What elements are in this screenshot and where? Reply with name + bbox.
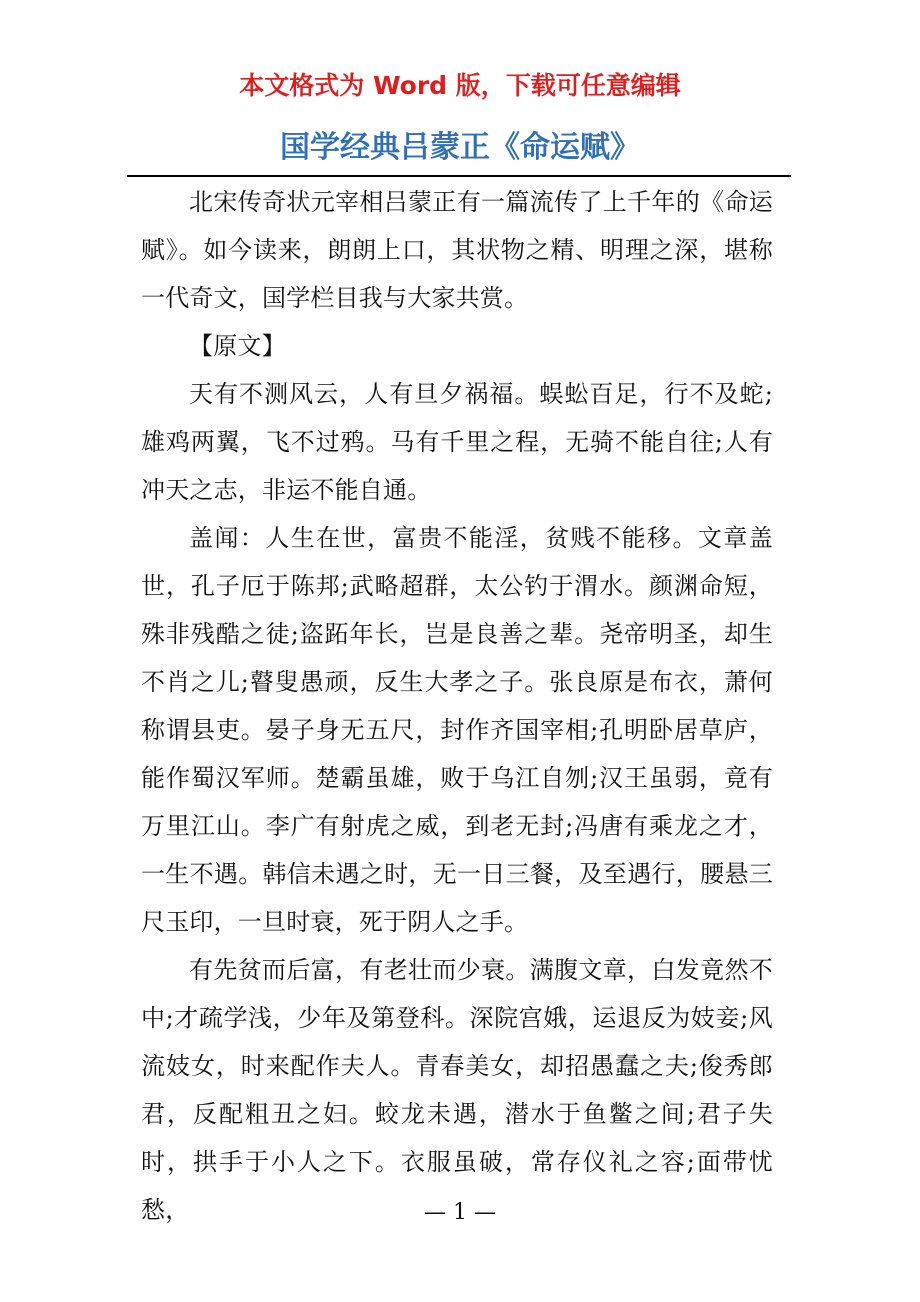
document-title: 国学经典吕蒙正《命运赋》	[280, 130, 640, 165]
page-number: — 1 —	[424, 1200, 496, 1225]
section-heading-original: 【原文】	[189, 332, 286, 360]
paragraph-intro: 北宋传奇状元宰相吕蒙正有一篇流传了上千年的《命运赋》。如今读来，朗朗上口，其状物之精、明理之深，堪称一代奇文，国学栏目我与大家共赏。	[141, 188, 773, 312]
paragraph: 有先贫而后富，有老壮而少衰。满腹文章，白发竟然不中;才疏学浅，少年及第登科。深院宫娥，运退反为妓妾;风流妓女，时来配作夫人。青春美女，却招愚蠢之夫;俊秀郎君，反配粗丑之妇。蛟龙未遇，潜水于鱼鳖之间;君子失时，拱手于小人之下。衣服虽破，常存仪礼之容;面带忧愁，	[141, 956, 773, 1224]
format-notice: 本文格式为 Word 版，下载可任意编辑	[239, 71, 681, 100]
paragraph: 天有不测风云，人有旦夕祸福。蜈蚣百足，行不及蛇;雄鸡两翼，飞不过鸦。马有千里之程，无骑不能自往;人有冲天之志，非运不能自通。	[141, 380, 773, 504]
header-divider	[127, 175, 791, 177]
paragraph: 盖闻：人生在世，富贵不能淫，贫贱不能移。文章盖世，孔子厄于陈邦;武略超群，太公钓于渭水。颜渊命短，殊非残酷之徒;盗跖年长，岂是良善之辈。尧帝明圣，却生不肖之儿;瞽叟愚顽，反生大孝之子。张良原是布衣，萧何称谓县吏。晏子身无五尺，封作齐国宰相;孔明卧居草庐，能作蜀汉军师。楚霸虽雄，败于乌江自刎;汉王虽弱，竟有万里江山。李广有射虎之威，到老无封;冯唐有乘龙之才，一生不遇。韩信未遇之时，无一日三餐，及至遇行，腰悬三尺玉印，一旦时衰，死于阴人之手。	[141, 524, 773, 936]
document-body	[141, 178, 773, 1234]
